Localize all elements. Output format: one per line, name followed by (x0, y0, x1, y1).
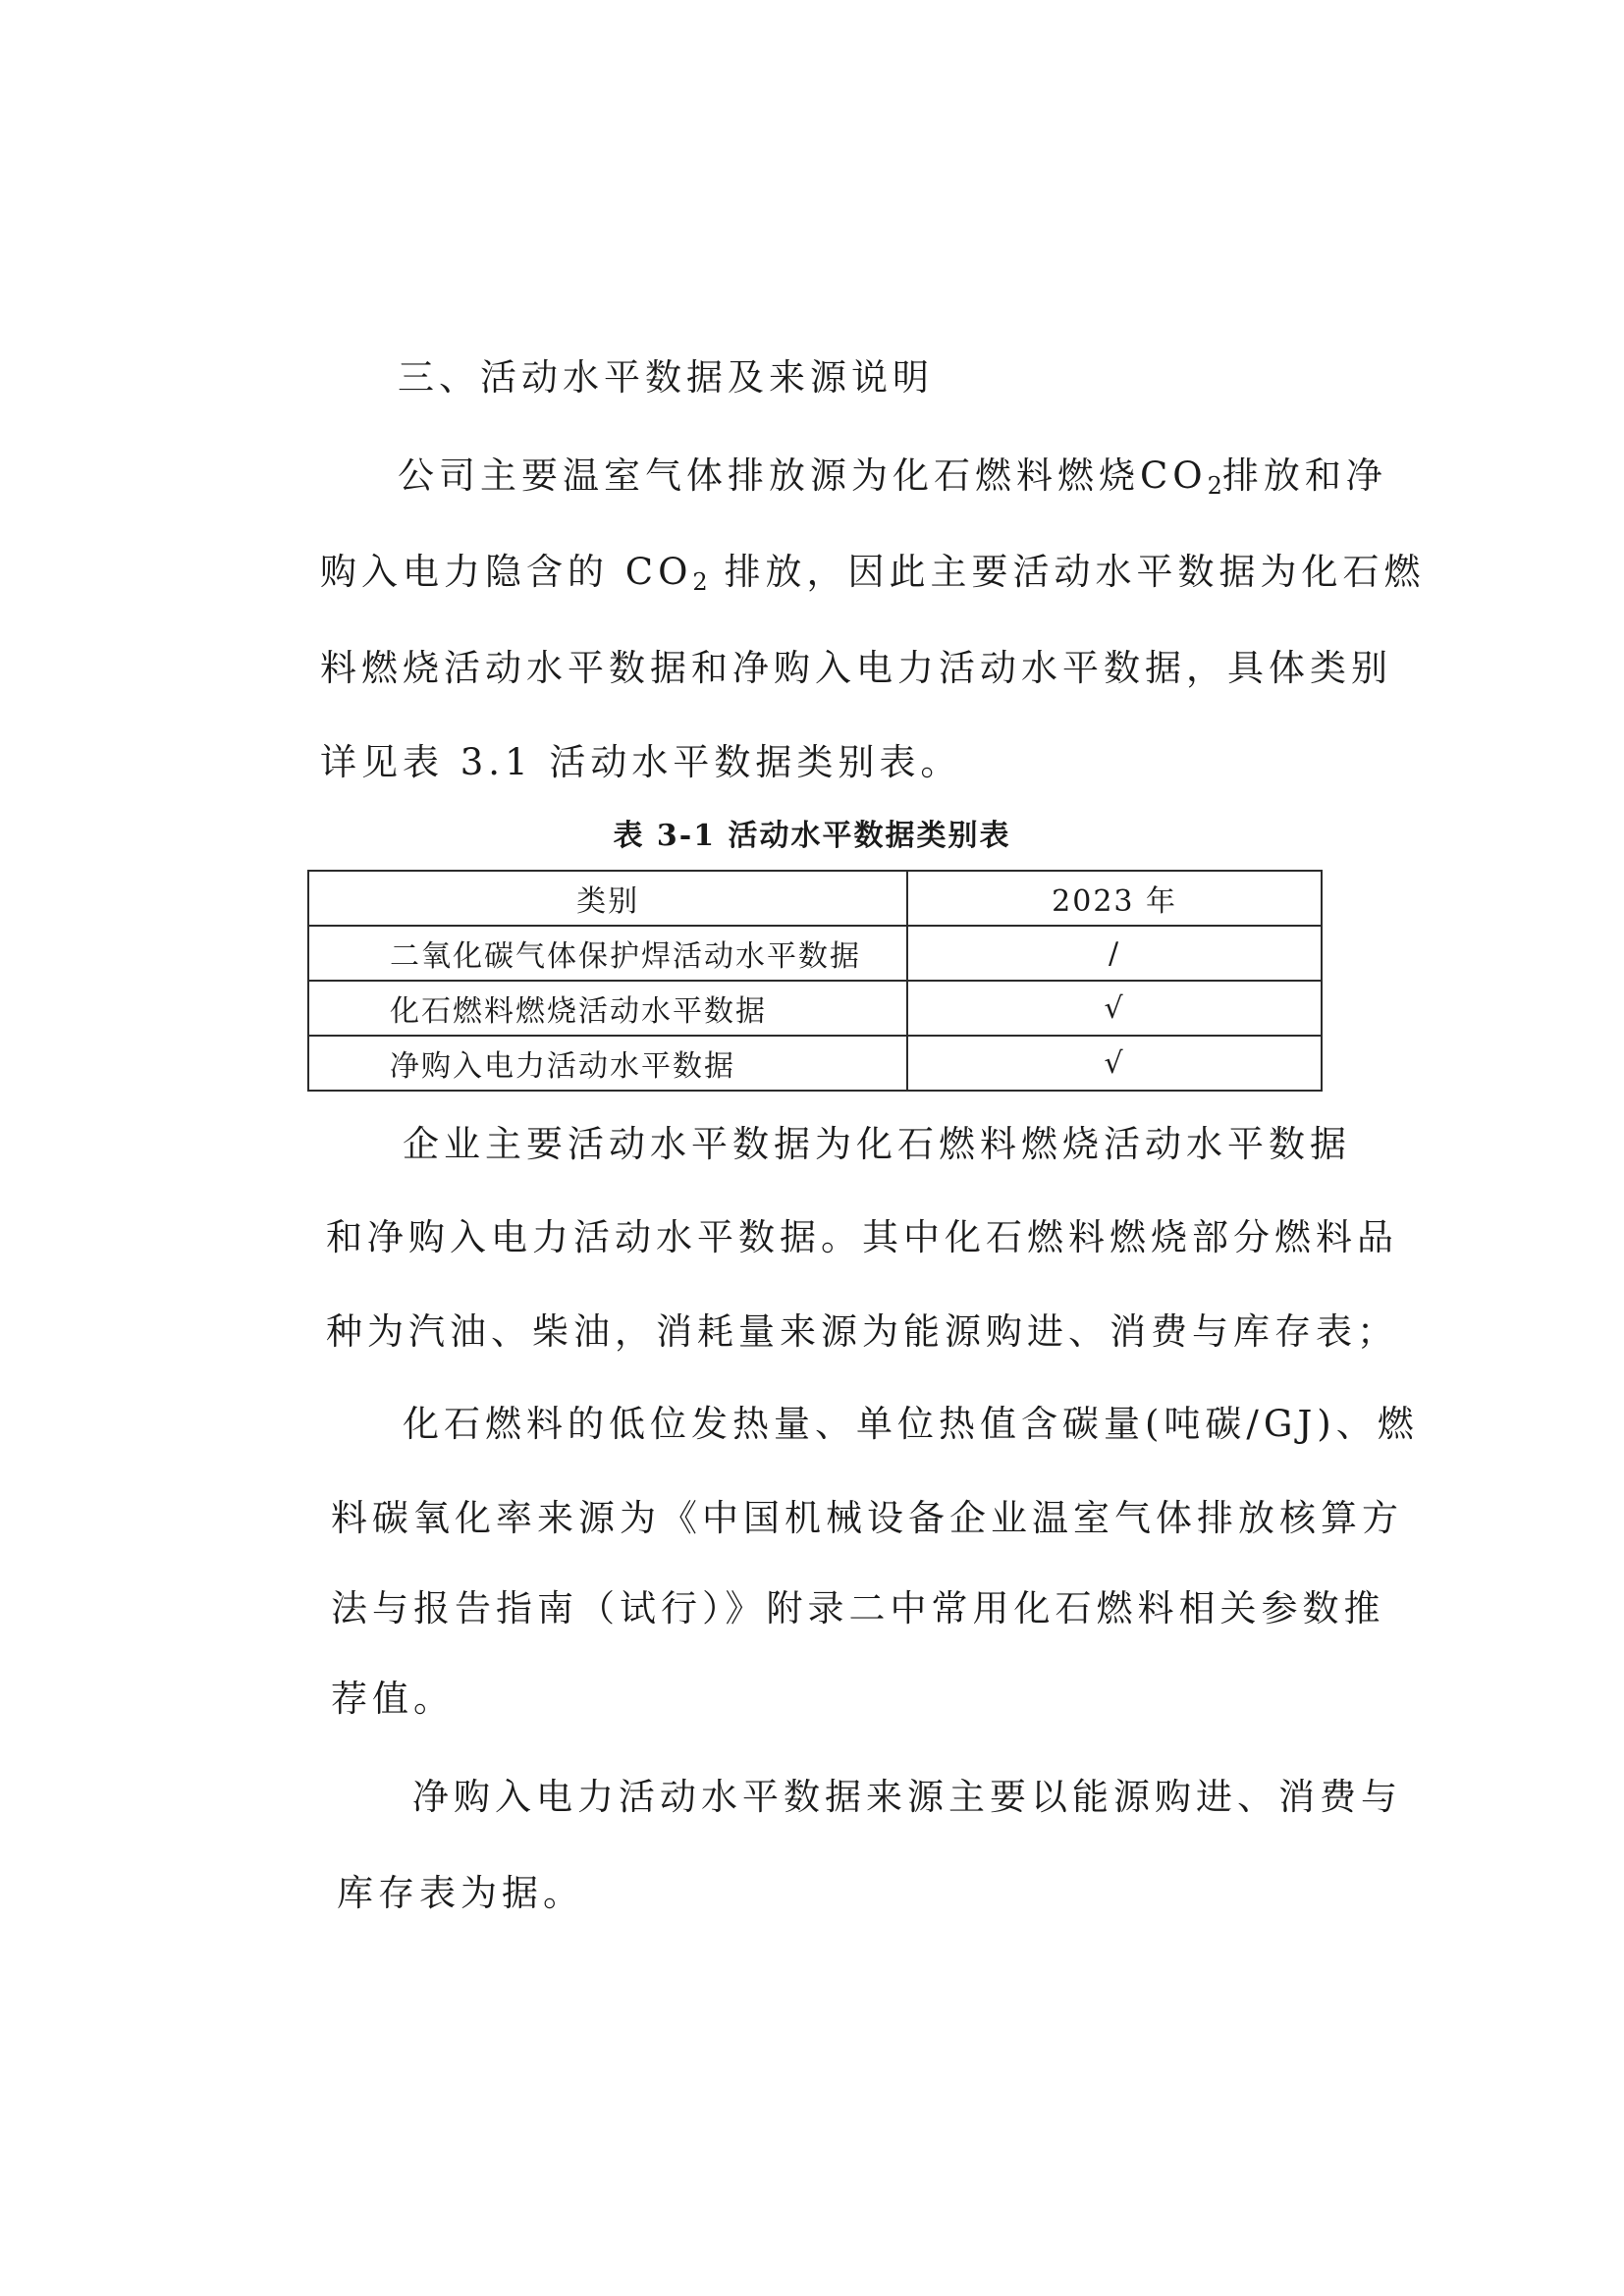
paragraph-1-line-2-text: 购入电力隐含的 CO (320, 551, 693, 593)
paragraph-3-line-1: 化石燃料的低位发热量、单位热值含碳量(吨碳/GJ)、燃 (403, 1403, 1419, 1445)
paragraph-3-line-3: 法与报告指南（试行）》附录二中常用化石燃料相关参数推 (331, 1587, 1385, 1629)
paragraph-1-line-1-text: 公司主要温室气体排放源为化石燃料燃烧CO (398, 454, 1208, 497)
table-caption: 表 3-1 活动水平数据类别表 (613, 819, 1011, 853)
co2-subscript: 2 (1207, 472, 1222, 500)
row-value: √ (907, 981, 1322, 1036)
row-value: / (907, 926, 1322, 981)
co2-subscript: 2 (692, 568, 708, 596)
paragraph-2-line-2: 和净购入电力活动水平数据。其中化石燃料燃烧部分燃料品 (326, 1216, 1398, 1258)
paragraph-2-line-3: 种为汽油、柴油，消耗量来源为能源购进、消费与库存表； (326, 1310, 1398, 1353)
paragraph-1-line-2 (320, 550, 1425, 605)
paragraph-1-line-3: 料燃烧活动水平数据和净购入电力活动水平数据，具体类别 (320, 647, 1392, 689)
paragraph-4-line-1: 净购入电力活动水平数据来源主要以能源购进、消费与 (412, 1776, 1402, 1818)
paragraph-4-line-2: 库存表为据。 (337, 1872, 584, 1914)
table-row (308, 981, 1322, 1036)
section-heading: 三、活动水平数据及来源说明 (398, 356, 934, 399)
header-year: 2023 年 (907, 871, 1322, 926)
header-category: 类别 (308, 871, 907, 926)
paragraph-1-line-1 (398, 454, 1387, 508)
row-category: 化石燃料燃烧活动水平数据 (308, 981, 907, 1036)
row-value: √ (907, 1036, 1322, 1091)
paragraph-1-line-1-tail: 排放和净 (1221, 454, 1387, 497)
table-row (308, 1036, 1322, 1091)
table-header-row (308, 871, 1322, 926)
row-category: 净购入电力活动水平数据 (308, 1036, 907, 1091)
paragraph-1-line-4: 详见表 3.1 活动水平数据类别表。 (320, 741, 962, 783)
paragraph-3-line-4: 荐值。 (331, 1678, 455, 1720)
row-category: 二氧化碳气体保护焊活动水平数据 (308, 926, 907, 981)
paragraph-2-line-1: 企业主要活动水平数据为化石燃料燃烧活动水平数据 (403, 1123, 1351, 1165)
activity-data-table (307, 870, 1323, 1092)
paragraph-1-line-2-tail: 排放，因此主要活动水平数据为化石燃 (707, 551, 1426, 593)
paragraph-3-line-2: 料碳氧化率来源为《中国机械设备企业温室气体排放核算方 (331, 1497, 1403, 1539)
table-row (308, 926, 1322, 981)
